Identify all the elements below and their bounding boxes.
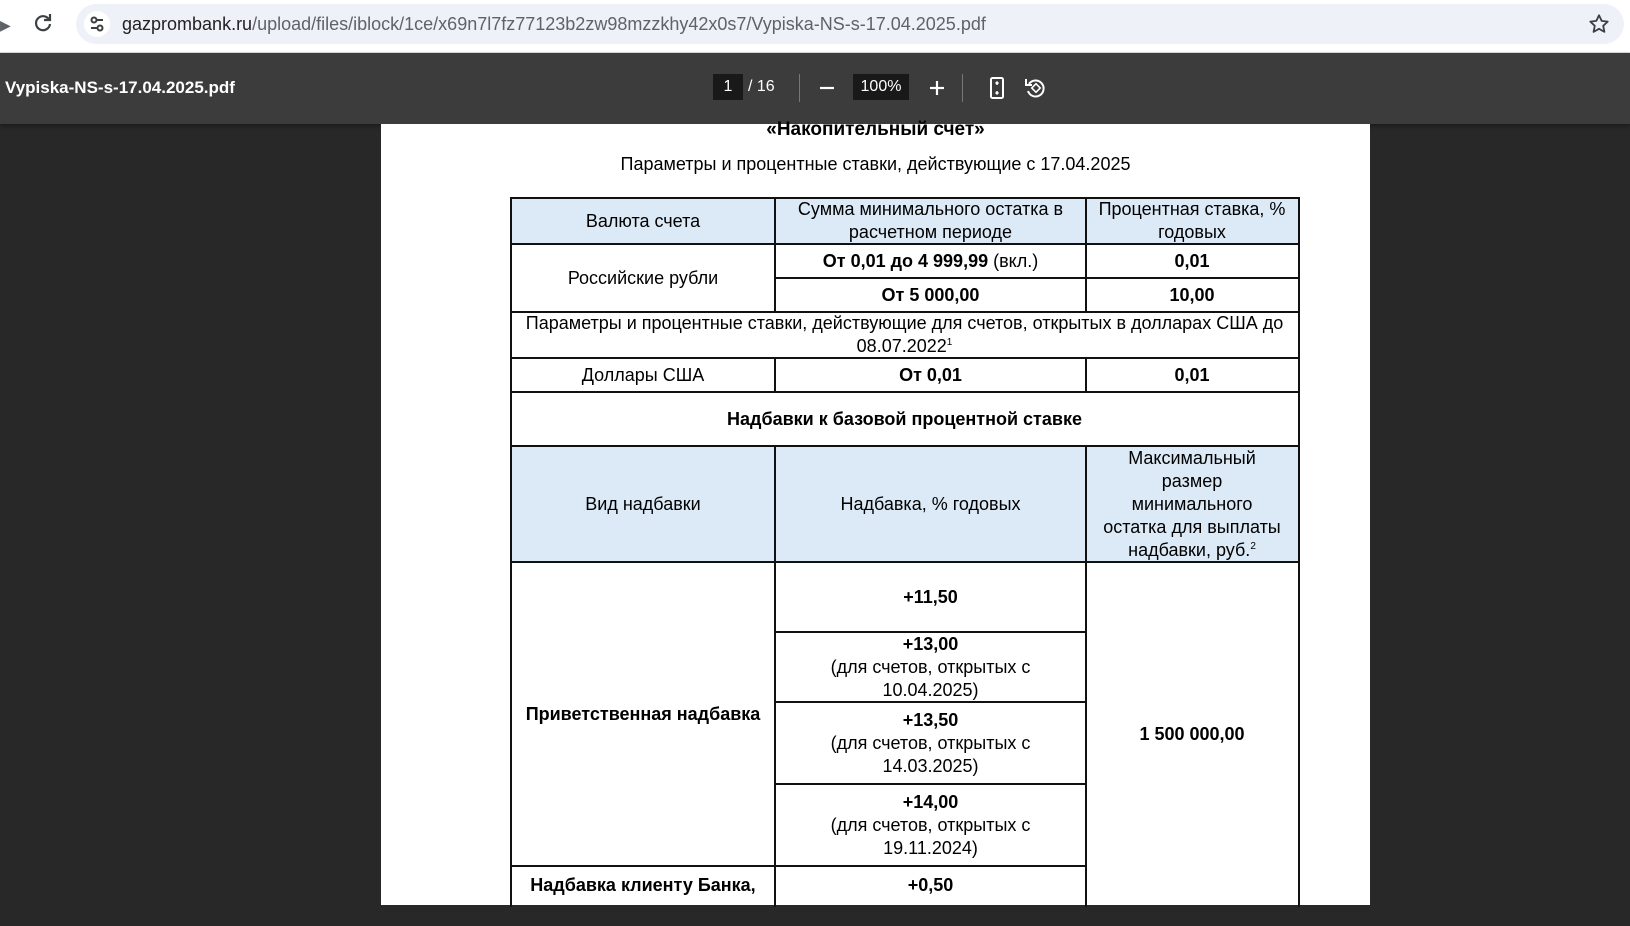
usd-rate-cell bbox=[1086, 358, 1298, 392]
header-currency bbox=[511, 198, 775, 244]
rub-currency-text: Российские рубли bbox=[567, 267, 719, 288]
grid-line bbox=[510, 311, 1300, 313]
usd-currency-cell bbox=[511, 358, 775, 392]
rub-range-1-note: (вкл.) bbox=[993, 250, 1039, 271]
grid-line bbox=[510, 445, 1300, 447]
usd-range-cell bbox=[775, 358, 1086, 392]
bonus-section-title-text: Надбавки к базовой процентной ставке bbox=[727, 408, 1082, 429]
welcome-bonus-note-3: (для счетов, открытых с 14.03.2025) bbox=[830, 732, 1031, 776]
url-text[interactable] bbox=[122, 14, 986, 35]
grid-line bbox=[774, 631, 1087, 633]
toolbar-divider bbox=[962, 74, 963, 102]
welcome-bonus-label: Приветственная надбавка bbox=[525, 703, 761, 724]
zoom-level-input[interactable]: 100% bbox=[853, 74, 909, 100]
grid-line bbox=[510, 391, 1300, 393]
header-rate bbox=[1086, 198, 1298, 244]
header-currency-text: Валюта счета bbox=[585, 210, 701, 231]
rub-currency-cell bbox=[511, 244, 775, 312]
usd-currency-text: Доллары США bbox=[581, 364, 705, 385]
bookmark-star-icon[interactable] bbox=[1588, 13, 1610, 35]
omnibox[interactable] bbox=[76, 4, 1624, 44]
welcome-bonus-label-cell bbox=[511, 562, 775, 866]
rotate-icon[interactable] bbox=[1020, 73, 1050, 103]
grid-line bbox=[774, 197, 776, 313]
bonus-section-title bbox=[511, 392, 1298, 446]
rub-range-cell-1 bbox=[775, 244, 1086, 278]
grid-line bbox=[510, 357, 1300, 359]
bonus-header-value-text: Надбавка, % годовых bbox=[840, 493, 1021, 514]
grid-line bbox=[774, 277, 1300, 279]
pdf-page bbox=[381, 119, 1370, 905]
zoom-out-button[interactable] bbox=[812, 73, 842, 103]
header-rate-text: Процентная ставка, % годовых bbox=[1098, 199, 1286, 242]
grid-line bbox=[1298, 197, 1300, 907]
grid-line bbox=[510, 865, 1087, 867]
welcome-bonus-value-2: +13,00 bbox=[902, 633, 959, 654]
grid-line bbox=[510, 197, 1300, 199]
rub-range-cell-2 bbox=[775, 278, 1086, 312]
bonus-header-footnote: 2 bbox=[1250, 540, 1256, 552]
welcome-bonus-value-1: +11,50 bbox=[903, 586, 958, 607]
rub-rate-cell-2 bbox=[1086, 278, 1298, 312]
welcome-bonus-value-4: +14,00 bbox=[902, 791, 959, 812]
grid-line bbox=[510, 197, 512, 907]
client-bonus-value-cell bbox=[775, 866, 1086, 926]
fit-page-icon[interactable] bbox=[982, 73, 1012, 103]
url-path: /upload/files/iblock/1ce/x69n7l7fz77123b2zw98mzzkhy42x0s7/Vypiska-NS-s-17.04.2025.pdf bbox=[252, 14, 986, 34]
grid-line bbox=[774, 701, 1087, 703]
header-min-balance-text: Сумма минимального остатка в расчетном периоде bbox=[797, 199, 1064, 242]
url-host: gazprombank.ru bbox=[122, 14, 253, 34]
rub-range-2: От 5 000,00 bbox=[881, 284, 980, 305]
welcome-bonus-row-4 bbox=[775, 784, 1086, 866]
bonus-header-max-text: Максимальный размер минимального остатка для выплаты надбавки, руб. bbox=[1103, 447, 1281, 560]
welcome-bonus-row-1 bbox=[775, 562, 1086, 632]
usd-range-text: От 0,01 bbox=[899, 364, 962, 385]
client-bonus-value: +0,50 bbox=[907, 875, 954, 895]
welcome-bonus-row-3 bbox=[775, 702, 1086, 784]
bonus-header-value bbox=[775, 446, 1086, 562]
welcome-bonus-note-4: (для счетов, открытых с 19.11.2024) bbox=[830, 814, 1031, 858]
page-number-input[interactable]: 1 bbox=[713, 74, 743, 100]
grid-line bbox=[1085, 445, 1087, 907]
pdf-toolbar bbox=[0, 53, 1630, 124]
pdf-viewport[interactable] bbox=[0, 119, 1630, 905]
usd-rate-text: 0,01 bbox=[1174, 364, 1210, 385]
pdf-file-name: Vypiska-NS-s-17.04.2025.pdf bbox=[5, 78, 235, 97]
grid-line bbox=[1085, 357, 1087, 393]
client-bonus-label-cell bbox=[511, 866, 775, 926]
bonus-header-type-text: Вид надбавки bbox=[585, 493, 701, 514]
grid-line bbox=[510, 561, 1300, 563]
rub-rate-1: 0,01 bbox=[1174, 250, 1210, 271]
grid-line bbox=[774, 783, 1087, 785]
back-arrow-icon[interactable]: ▶ bbox=[0, 17, 11, 33]
grid-line bbox=[774, 445, 776, 907]
welcome-bonus-note-2: (для счетов, открытых с 10.04.2025) bbox=[830, 656, 1031, 700]
browser-address-bar bbox=[0, 0, 1630, 53]
header-min-balance bbox=[775, 198, 1086, 244]
reload-icon[interactable] bbox=[30, 10, 56, 36]
grid-line bbox=[774, 357, 776, 393]
bonus-header-max bbox=[1086, 446, 1298, 562]
rub-rate-2: 10,00 bbox=[1169, 284, 1215, 305]
document-title: «Накопительный счет» bbox=[766, 119, 985, 140]
rub-range-1: От 0,01 до 4 999,99 bbox=[822, 250, 989, 271]
rub-rate-cell-1 bbox=[1086, 244, 1298, 278]
client-bonus-label: Надбавка клиенту Банка, bbox=[530, 875, 756, 895]
welcome-bonus-value-3: +13,50 bbox=[902, 709, 959, 730]
site-info-icon[interactable] bbox=[84, 11, 110, 37]
bonus-header-type bbox=[511, 446, 775, 562]
usd-note-footnote: 1 bbox=[946, 337, 953, 348]
toolbar-divider bbox=[799, 74, 800, 102]
usd-note-text: Параметры и процентные ставки, действующие для счетов, открытых в долларах США до 08.07.2022 bbox=[525, 313, 1284, 356]
grid-line bbox=[510, 243, 1300, 245]
document-subtitle: Параметры и процентные ставки, действующие с 17.04.2025 bbox=[620, 154, 1131, 174]
usd-note-cell bbox=[511, 312, 1298, 358]
max-balance-cell bbox=[1086, 562, 1298, 924]
zoom-in-button[interactable] bbox=[922, 73, 952, 103]
welcome-bonus-row-2 bbox=[775, 632, 1086, 702]
grid-line bbox=[1085, 197, 1087, 313]
max-balance-value: 1 500 000,00 bbox=[1139, 724, 1245, 744]
page-total: / 16 bbox=[748, 78, 775, 95]
